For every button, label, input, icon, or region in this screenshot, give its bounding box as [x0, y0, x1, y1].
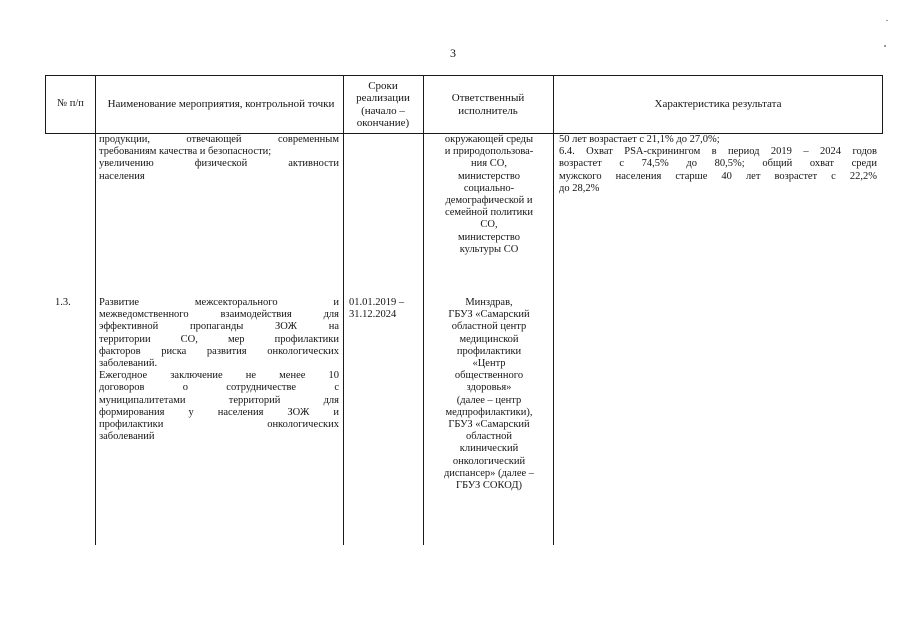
header-terms: Сроки реализации (начало – окончание)	[356, 80, 410, 129]
scan-speck	[884, 45, 886, 47]
row-1-3-terms-cell: 01.01.2019 – 31.12.2024	[349, 297, 405, 321]
column-divider-2	[343, 75, 344, 545]
row-1-3-num: 1.3.	[55, 297, 71, 308]
continued-name-cell: продукции, отвечающей современным требованиям качества и безопасности; увеличению физической активности населения	[99, 134, 339, 182]
column-divider-3	[423, 75, 424, 545]
header-result: Характеристика результата	[654, 98, 782, 111]
document-table	[45, 75, 883, 545]
continued-responsible-cell: окружающей среды и природопользова- ния СО, министерство социально- демографической и семейной политики СО, министерство культуры СО	[444, 134, 534, 255]
column-divider-4	[553, 75, 554, 545]
scan-speck	[886, 20, 888, 21]
header-responsible: Ответственный исполнитель	[451, 92, 525, 117]
row-1-3-responsible-cell: Минздрав, ГБУЗ «Самарский областной центр медицинской профилактики «Центр общественного здоровья» (далее – центр медпрофилактики), ГБУЗ «Самарский областной клинический онкологический диспансер» (далее – ГБУЗ СОКОД)	[443, 297, 535, 492]
column-divider-right	[882, 75, 883, 133]
header-num: № п/п	[57, 98, 84, 110]
page-number: 3	[450, 46, 456, 60]
continued-result-cell: 50 лет возрастает с 21,1% до 27,0%; 6.4. Охват PSA-скринингом в период 2019 – 2024 годов возрастет с 74,5% до 80,5%; общий охват среди мужского населения старше 40 лет возрастет с 22,2% до 28,2%	[559, 134, 877, 194]
row-1-3-name-cell: Развитие межсекторального и межведомственного взаимодействия для эффективной пропаганды ЗОЖ на территории СО, мер профилактики факторов риска развития онкологических заболеваний. Ежегодное заключение не менее 10 договоров о сотрудничестве с муниципалитетами территорий для формирования у населения ЗОЖ и профилактики онкологических заболеваний	[99, 297, 339, 443]
column-divider-1	[95, 75, 96, 545]
header-name: Наименование мероприятия, контрольной точки	[107, 98, 335, 111]
